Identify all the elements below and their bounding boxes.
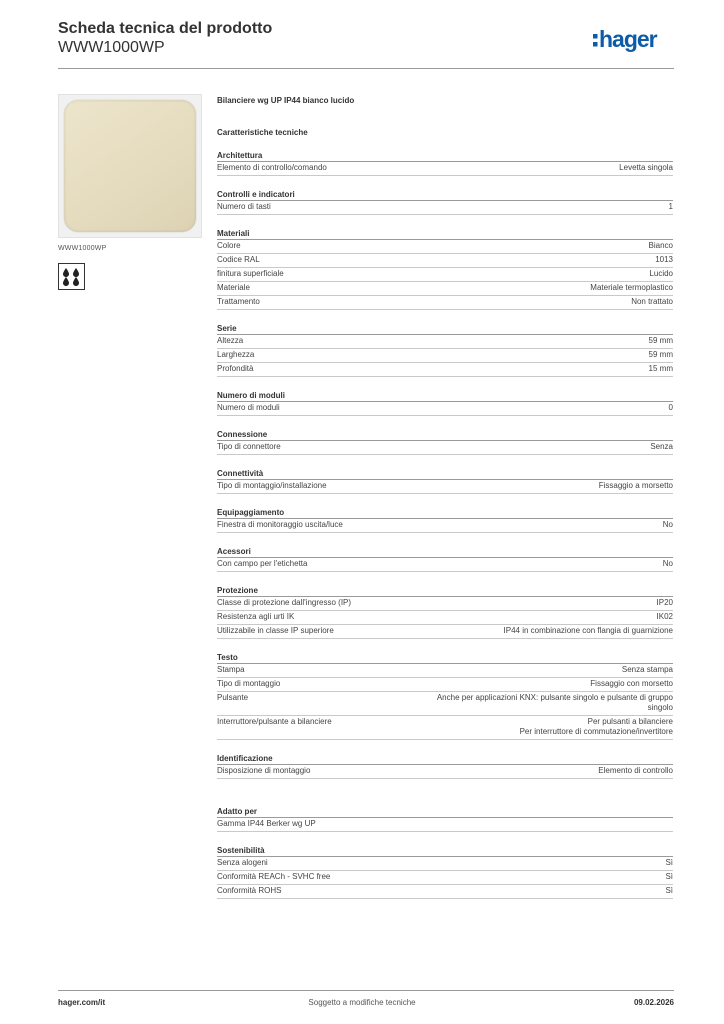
spec-value-line: Bianco	[648, 241, 673, 250]
spec-value-line: 15 mm	[648, 364, 673, 373]
spec-row	[217, 349, 673, 363]
spec-label: Elemento di controllo/comando	[217, 163, 327, 172]
spec-value	[665, 872, 673, 882]
spec-value	[599, 481, 673, 491]
spec-label: Pulsante	[217, 693, 249, 702]
spec-value-line: No	[662, 559, 673, 568]
spec-value-line: Anche per applicazioni KNX: pulsante singolo e pulsante di gruppo	[436, 693, 673, 702]
spec-label: Resistenza agli urti IK	[217, 612, 295, 621]
spec-value-line: 59 mm	[648, 350, 673, 359]
spec-value-line: No	[662, 520, 673, 529]
spec-value	[649, 364, 673, 374]
spec-value	[520, 717, 673, 737]
section-heading: Protezione	[217, 586, 673, 597]
spec-row	[217, 335, 673, 349]
spec-row	[217, 885, 673, 899]
spec-row	[217, 519, 673, 533]
spec-value	[657, 598, 673, 608]
spec-value	[619, 163, 673, 173]
spec-section	[217, 653, 673, 740]
spec-value-line: Sì	[665, 872, 673, 881]
spec-value	[649, 269, 673, 279]
spec-row	[217, 201, 673, 215]
spec-section	[217, 846, 673, 899]
spec-label: Numero di tasti	[217, 202, 271, 211]
section-heading: Architettura	[217, 151, 673, 162]
spec-row	[217, 268, 673, 282]
spec-value	[590, 283, 673, 293]
spec-value-line: Fissaggio con morsetto	[590, 679, 673, 688]
spec-value-line: IP44 in combinazione con flangia di guarnizione	[503, 626, 673, 635]
spec-row	[217, 296, 673, 310]
spec-section	[217, 754, 673, 779]
section-heading: Identificazione	[217, 754, 673, 765]
spec-row	[217, 611, 673, 625]
product-title: Bilanciere wg UP IP44 bianco lucido	[217, 96, 355, 105]
spec-label: Conformità REACh - SVHC free	[217, 872, 331, 881]
spec-section	[217, 430, 673, 455]
spec-label: Codice RAL	[217, 255, 260, 264]
spec-label: finitura superficiale	[217, 269, 284, 278]
spec-row	[217, 240, 673, 254]
spec-value	[504, 626, 673, 636]
logo-dot-bottom	[593, 42, 598, 47]
spec-value	[663, 559, 673, 569]
spec-value-line: Sì	[665, 886, 673, 895]
footer-divider	[58, 990, 674, 991]
spec-value	[649, 350, 673, 360]
ip44-water-drops-icon	[58, 263, 85, 290]
image-caption: WWW1000WP	[58, 245, 107, 252]
spec-value-line: 1	[668, 202, 673, 211]
spec-row	[217, 625, 673, 639]
spec-value-line: Senza stampa	[621, 665, 673, 674]
spec-row	[217, 480, 673, 494]
spec-value-line: singolo	[647, 703, 673, 712]
spec-label: Utilizzabile in classe IP superiore	[217, 626, 334, 635]
spec-value-line: 59 mm	[648, 336, 673, 345]
spec-label: Senza alogeni	[217, 858, 268, 867]
spec-label: Colore	[217, 241, 241, 250]
spec-row	[217, 558, 673, 572]
spec-value	[590, 679, 673, 689]
spec-value	[650, 442, 673, 452]
spec-row	[217, 871, 673, 885]
spec-value	[669, 202, 673, 212]
spec-value-line: Sì	[665, 858, 673, 867]
spec-label: Altezza	[217, 336, 244, 345]
spec-section	[217, 151, 673, 176]
spec-row	[217, 716, 673, 740]
spec-value	[657, 612, 673, 622]
spec-value-line: Senza	[650, 442, 673, 451]
spec-row	[217, 818, 673, 832]
section-heading: Serie	[217, 324, 673, 335]
section-heading: Equipaggiamento	[217, 508, 673, 519]
section-heading: Controlli e indicatori	[217, 190, 673, 201]
spec-value-line: Non trattato	[631, 297, 673, 306]
spec-row	[217, 692, 673, 716]
spec-label: Tipo di montaggio	[217, 679, 281, 688]
spec-value-line: Materiale termoplastico	[590, 283, 673, 292]
spec-section	[217, 469, 673, 494]
spec-value	[622, 665, 673, 675]
section-heading: Numero di moduli	[217, 391, 673, 402]
spec-label: Numero di moduli	[217, 403, 280, 412]
rocker-plate	[64, 100, 196, 232]
spec-row	[217, 254, 673, 268]
spec-label: Profondità	[217, 364, 254, 373]
section-heading: Sostenibilità	[217, 846, 673, 857]
section-heading: Connessione	[217, 430, 673, 441]
hager-logo[interactable]	[593, 27, 675, 57]
spec-row	[217, 678, 673, 692]
header-divider	[58, 68, 674, 69]
footer-disclaimer: Soggetto a modifiche tecniche	[308, 998, 416, 1007]
footer-date: 09.02.2026	[633, 998, 674, 1007]
product-code: WWW1000WP	[58, 39, 165, 56]
spec-row	[217, 282, 673, 296]
logo-text: hager	[599, 27, 657, 52]
spec-value	[598, 766, 673, 776]
spec-label: Gamma IP44 Berker wg UP	[217, 819, 316, 828]
spec-label: Finestra di monitoraggio uscita/luce	[217, 520, 343, 529]
spec-value	[663, 520, 673, 530]
spec-content	[217, 96, 673, 899]
page-title: Scheda tecnica del prodotto	[58, 20, 273, 37]
section-heading: Materiali	[217, 229, 673, 240]
spec-row	[217, 162, 673, 176]
spec-section	[217, 807, 673, 832]
spec-section	[217, 229, 673, 310]
spec-value-line: 1013	[655, 255, 673, 264]
spec-sections	[217, 151, 673, 899]
spec-value	[649, 241, 673, 251]
spec-value-line: Per pulsanti a bilanciere	[587, 717, 673, 726]
spec-value	[669, 403, 673, 413]
spec-label: Disposizione di montaggio	[217, 766, 311, 775]
spec-value	[665, 886, 673, 896]
spec-row	[217, 441, 673, 455]
logo-dot-top	[593, 34, 598, 39]
spec-value-line: IK02	[656, 612, 673, 621]
spec-row	[217, 363, 673, 377]
spec-value-line: 0	[668, 403, 673, 412]
spec-label: Interruttore/pulsante a bilanciere	[217, 717, 332, 726]
spec-value	[649, 336, 673, 346]
section-heading: Adatto per	[217, 807, 673, 818]
spec-label: Conformità ROHS	[217, 886, 282, 895]
product-image	[58, 94, 202, 238]
spec-value-line: Levetta singola	[619, 163, 673, 172]
section-heading: Testo	[217, 653, 673, 664]
section-heading: Acessori	[217, 547, 673, 558]
spec-value-line: Lucido	[649, 269, 673, 278]
spec-section	[217, 391, 673, 416]
section-heading: Connettività	[217, 469, 673, 480]
spec-label: Tipo di connettore	[217, 442, 281, 451]
spec-label: Con campo per l'etichetta	[217, 559, 308, 568]
spec-value	[631, 297, 673, 307]
spec-section	[217, 547, 673, 572]
spec-label: Materiale	[217, 283, 250, 292]
spec-row	[217, 402, 673, 416]
spec-section	[217, 508, 673, 533]
spec-row	[217, 857, 673, 871]
spec-label: Trattamento	[217, 297, 260, 306]
spec-label: Stampa	[217, 665, 245, 674]
spec-row	[217, 765, 673, 779]
spec-value-line: IP20	[656, 598, 673, 607]
footer-website[interactable]: hager.com/it	[58, 998, 106, 1007]
spec-label: Tipo di montaggio/installazione	[217, 481, 327, 490]
spec-section	[217, 324, 673, 377]
spec-subtitle: Caratteristiche tecniche	[217, 128, 308, 137]
spec-value	[437, 693, 673, 713]
spec-row	[217, 597, 673, 611]
spec-section	[217, 586, 673, 639]
spec-row	[217, 664, 673, 678]
spec-value-line: Fissaggio a morsetto	[598, 481, 673, 490]
spec-value-line: Elemento di controllo	[598, 766, 673, 775]
spec-label: Classe di protezione dall'ingresso (IP)	[217, 598, 352, 607]
spec-section	[217, 190, 673, 215]
spec-value-line: Per interruttore di commutazione/invertitore	[519, 727, 673, 736]
spec-value	[665, 858, 673, 868]
spec-label: Larghezza	[217, 350, 255, 359]
spec-value	[655, 255, 673, 265]
